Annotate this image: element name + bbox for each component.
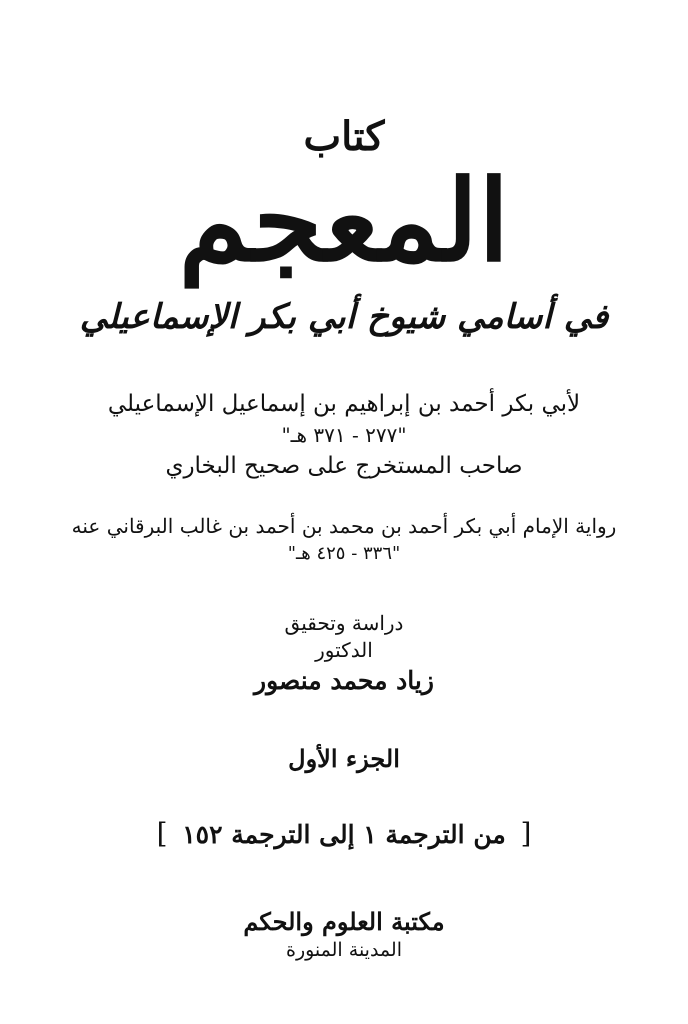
range-open-bracket: [ [520, 817, 532, 850]
riwaya-dates: "٣٣٦ - ٤٢٥ هـ" [287, 543, 401, 564]
author-dates: "٢٧٧ - ٣٧١ هـ" [281, 423, 407, 448]
publisher-block [0, 906, 688, 964]
riwaya-text: رواية الإمام أبي بكر أحمد بن محمد بن أحمد بن غالب البرقاني عنه [71, 514, 617, 538]
kitab-word: كتاب [303, 113, 385, 160]
publisher-city: المدينة المنورة [285, 939, 402, 962]
range-text: من الترجمة ١ إلى الترجمة ١٥٢ [182, 820, 506, 849]
range-line [0, 816, 688, 851]
range-close-bracket: ] [156, 817, 168, 850]
author-block [0, 388, 688, 484]
riwaya-block [0, 512, 688, 567]
editor-name: زياد محمد منصور [254, 666, 434, 695]
study-label: دراسة وتحقيق [284, 611, 404, 635]
subtitle [0, 296, 688, 339]
main-title [0, 152, 688, 292]
author-name: لأبي بكر أحمد بن إبراهيم بن إسماعيل الإسماعيلي [107, 391, 581, 417]
subtitle-text: في أسامي شيوخ أبي بكر الإسماعيلي [79, 297, 609, 337]
main-title-text: المعجم [178, 156, 510, 287]
publisher-name: مكتبة العلوم والحكم [243, 907, 445, 936]
volume-text: الجزء الأول [288, 744, 400, 773]
translation-range [0, 816, 688, 851]
editor-title: الدكتور [315, 638, 373, 662]
study-block [0, 610, 688, 698]
volume-label [0, 744, 688, 774]
author-description: صاحب المستخرج على صحيح البخاري [165, 453, 523, 480]
